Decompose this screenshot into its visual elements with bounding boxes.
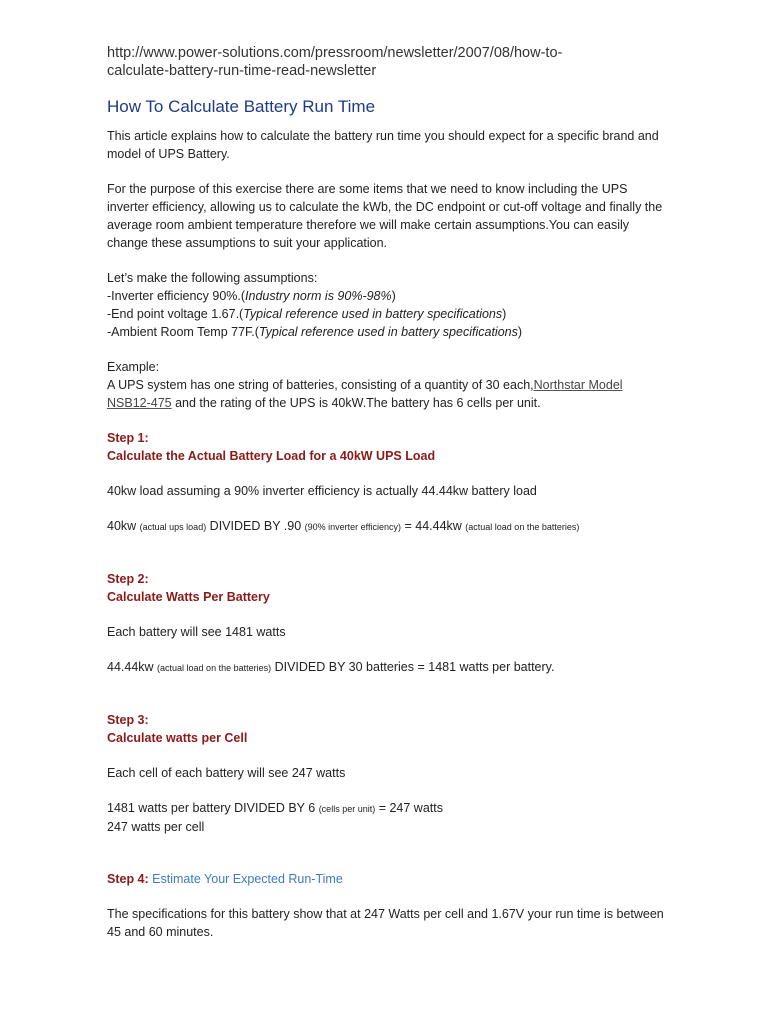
step2-calc: 44.44kw (actual load on the batteries) DIVIDED BY 30 batteries = 1481 watts per battery. [107,660,555,674]
assumptions-heading: Let’s make the following assumptions: [107,271,318,285]
step4-paragraph: The specifications for this battery show that at 247 Watts per cell and 1.67V your run time is between 45 and 60 minutes. [107,907,664,939]
intro-paragraph: This article explains how to calculate the battery run time you should expect for a specific brand and model of UPS Battery. [107,129,659,161]
step1-title: Calculate the Actual Battery Load for a 40kW UPS Load [107,449,436,463]
example-paragraph: A UPS system has one string of batteries, consisting of a quantity of 30 each,Northstar Model NSB12-475 and the rating of the UPS is 40kW.The battery has 6 cells per unit. [107,378,623,410]
product-link[interactable]: Northstar Model NSB12-475 [107,378,623,410]
step1-label: Step 1: [107,431,149,445]
article-title: How To Calculate Battery Run Time [107,97,376,116]
source-url-line2: calculate-battery-run-time-read-newsletter [107,63,377,79]
step3-label: Step 3: [107,713,149,727]
step2-line: Each battery will see 1481 watts [107,625,286,639]
assumption-item: -Ambient Room Temp 77F.(Typical reference used in battery specifications) [107,325,523,339]
step4-heading [107,870,667,888]
article [107,44,667,941]
source-url-line1: http://www.power-solutions.com/pressroom/newsletter/2007/08/how-to- [107,45,563,61]
step3-title: Calculate watts per Cell [107,731,248,745]
step4-label: Step 4: [107,872,149,886]
step2-title: Calculate Watts Per Battery [107,590,270,604]
step3-line: Each cell of each battery will see 247 watts [107,766,346,780]
step1-line: 40kw load assuming a 90% inverter efficiency is actually 44.44kw battery load [107,484,537,498]
assumption-item: -Inverter efficiency 90%.(Industry norm is 90%-98%) [107,289,396,303]
step2-label: Step 2: [107,572,149,586]
purpose-paragraph: For the purpose of this exercise there are some items that we need to know including the UPS inverter efficiency, allowing us to calculate the kWb, the DC endpoint or cut-off voltage and finally the average room ambient temperature therefore we will make certain assumptions.You can easily change these assumptions to suit your application. [107,182,663,250]
step1-calc: 40kw (actual ups load) DIVIDED BY .90 (90% inverter efficiency) = 44.44kw (actual load on the batteries) [107,519,580,533]
step3-line-result: 247 watts per cell [107,820,205,834]
source-url[interactable] [107,44,667,80]
assumption-item: -End point voltage 1.67.(Typical reference used in battery specifications) [107,307,507,321]
step4-title: Estimate Your Expected Run-Time [152,872,343,886]
example-label: Example: [107,360,160,374]
step3-calc: 1481 watts per battery DIVIDED BY 6 (cells per unit) = 247 watts [107,801,443,815]
